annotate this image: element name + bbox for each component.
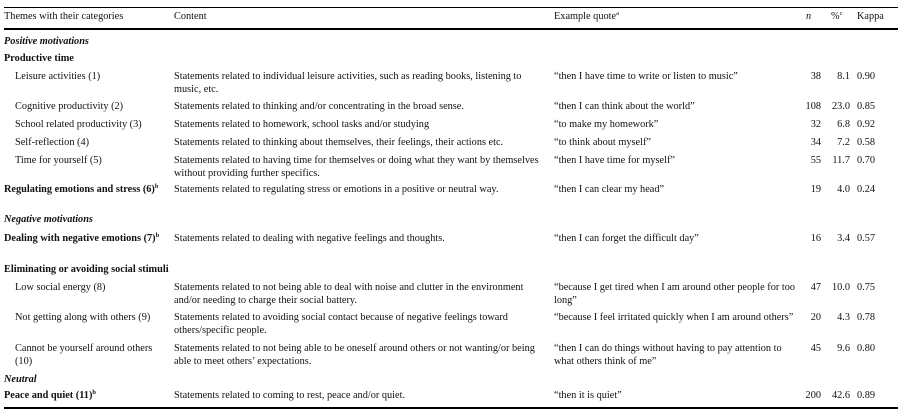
percent-cell: 11.7 (832, 155, 850, 166)
theme-category-cell (15, 119, 171, 132)
n-cell: 19 (810, 184, 821, 195)
theme-category-label: Regulating emotions and stress (6) (4, 184, 155, 195)
section-heading: Negative motivations (4, 214, 93, 225)
content-cell: Statements related to avoiding social contact because of negative feelings toward others/specific people. (174, 312, 508, 336)
kappa-cell: 0.80 (857, 343, 876, 354)
example-quote-cell: “because I get tired when I am around other people for too long” (554, 282, 796, 306)
example-quote-cell: “then I can think about the world” (554, 101, 695, 112)
example-quote-cell: “to think about myself” (554, 137, 651, 148)
percent-cell: 6.8 (837, 119, 850, 130)
n-cell: 34 (810, 137, 821, 148)
header-n: n (806, 11, 812, 22)
header-pct-label: % (831, 11, 840, 22)
n-cell: 200 (805, 390, 821, 401)
theme-category-label: Dealing with negative emotions (7) (4, 233, 156, 244)
theme-footnote-marker: b (155, 232, 160, 239)
top-rule (4, 7, 898, 8)
theme-category-label: Low social energy (8) (15, 282, 106, 293)
kappa-cell: 0.58 (857, 137, 876, 148)
section-heading: Positive motivations (4, 36, 89, 47)
header-quote (554, 11, 619, 24)
content-cell: Statements related to having time for themselves or doing what they want by themselves without providing further specifics. (174, 155, 539, 179)
kappa-cell: 0.78 (857, 312, 876, 323)
content-cell: Statements related to homework, school tasks and/or studying (174, 119, 430, 130)
percent-cell: 4.3 (837, 312, 850, 323)
header-content: Content (174, 11, 207, 22)
header-kappa: Kappa (857, 11, 884, 22)
percent-cell: 42.6 (831, 390, 850, 401)
n-cell: 55 (810, 155, 821, 166)
theme-category-label: Time for yourself (5) (15, 155, 102, 166)
content-cell: Statements related to thinking about themselves, their feelings, their actions etc. (174, 137, 504, 148)
n-cell: 38 (810, 71, 821, 82)
kappa-cell: 0.85 (857, 101, 876, 112)
theme-category-label: Cognitive productivity (2) (15, 101, 124, 112)
theme-category-cell (4, 390, 170, 403)
content-cell: Statements related to coming to rest, peace and/or quiet. (174, 390, 406, 401)
kappa-cell: 0.70 (857, 155, 876, 166)
percent-cell: 10.0 (831, 282, 850, 293)
example-quote-cell: “then I can forget the difficult day” (554, 233, 699, 244)
content-cell: Statements related to dealing with negative feelings and thoughts. (174, 233, 445, 244)
header-quote-footnote: a (616, 10, 619, 17)
n-cell: 20 (810, 312, 821, 323)
n-cell: 108 (805, 101, 821, 112)
example-quote-cell: “then I can do things without having to pay attention to what others think of me” (554, 343, 782, 367)
header-pct-footnote: c (839, 10, 843, 17)
percent-cell: 8.1 (837, 71, 850, 82)
kappa-cell: 0.57 (857, 233, 876, 244)
percent-cell: 4.0 (837, 184, 850, 195)
theme-category-cell (4, 233, 170, 246)
content-cell: Statements related to not being able to deal with noise and clutter in the environment and/or needing to charge their social battery. (174, 282, 524, 306)
bottom-rule (4, 407, 898, 409)
section-heading: Neutral (4, 374, 37, 385)
n-cell: 45 (810, 343, 821, 354)
example-quote-cell: “to make my homework” (554, 119, 659, 130)
theme-category-label: Self-reflection (4) (15, 137, 90, 148)
example-quote-cell: “then it is quiet” (554, 390, 622, 401)
theme-category-cell (15, 312, 171, 325)
header-themes: Themes with their categories (4, 11, 124, 22)
example-quote-cell: “then I can clear my head” (554, 184, 665, 195)
theme-category-cell (15, 71, 171, 84)
content-cell: Statements related to not being able to be oneself around others or not wanting/or being able to meet others’ expectations. (174, 343, 535, 367)
theme-footnote-marker: b (92, 389, 96, 396)
kappa-cell: 0.24 (857, 184, 876, 195)
example-quote-cell: “then I have time for myself” (554, 155, 675, 166)
theme-category-cell (15, 155, 171, 168)
theme-category-label: Not getting along with others (9) (15, 312, 151, 323)
content-cell: Statements related to thinking and/or concentrating in the broad sense. (174, 101, 464, 112)
percent-cell: 23.0 (831, 101, 850, 112)
theme-category-label: Cannot be yourself around others (10) (15, 343, 153, 367)
content-cell: Statements related to individual leisure activities, such as reading books, listening to music, etc. (174, 71, 522, 95)
kappa-cell: 0.89 (857, 390, 876, 401)
percent-cell: 9.6 (837, 343, 850, 354)
n-cell: 47 (810, 282, 821, 293)
kappa-cell: 0.90 (857, 71, 876, 82)
theme-category-cell (4, 184, 170, 197)
content-cell: Statements related to regulating stress or emotions in a positive or neutral way. (174, 184, 499, 195)
n-cell: 32 (810, 119, 821, 130)
theme-category-label: Peace and quiet (11) (4, 390, 93, 401)
header-pct (831, 11, 842, 24)
n-cell: 16 (810, 233, 821, 244)
example-quote-cell: “then I have time to write or listen to music” (554, 71, 738, 82)
theme-footnote-marker: b (154, 183, 159, 190)
example-quote-cell: “because I feel irritated quickly when I am around others” (554, 312, 794, 323)
header-quote-label: Example quote (554, 11, 617, 22)
theme-category-label: School related productivity (3) (15, 119, 142, 130)
theme-group-heading: Productive time (4, 53, 74, 64)
theme-category-cell (15, 137, 171, 150)
theme-category-cell (15, 101, 171, 114)
kappa-cell: 0.92 (857, 119, 876, 130)
data-table (4, 0, 898, 414)
theme-category-cell (15, 282, 171, 295)
theme-category-label: Leisure activities (1) (15, 71, 101, 82)
theme-category-cell (15, 343, 171, 368)
header-rule (4, 28, 898, 30)
kappa-cell: 0.75 (857, 282, 876, 293)
percent-cell: 7.2 (837, 137, 850, 148)
percent-cell: 3.4 (837, 233, 850, 244)
theme-group-heading: Eliminating or avoiding social stimuli (4, 264, 169, 275)
